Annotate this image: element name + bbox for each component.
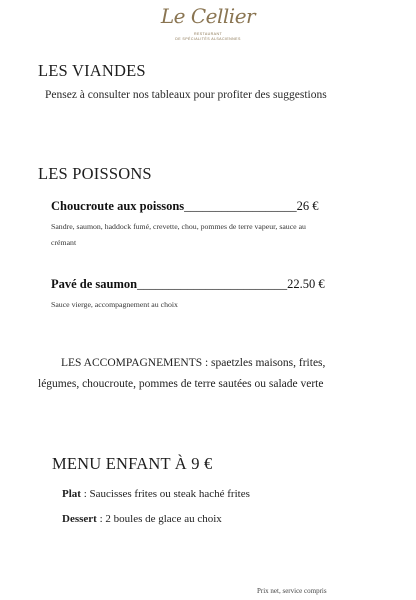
- dish-description: crémant: [51, 238, 77, 247]
- dessert-label: Dessert: [62, 513, 97, 525]
- dish-description: Sandre, saumon, haddock fumé, crevette, chou, pommes de terre vapeur, sauce au: [51, 222, 306, 231]
- dish-row: [51, 199, 319, 214]
- dish-price: 22.50 €: [287, 277, 325, 291]
- footer-note: Prix net, service compris: [257, 587, 327, 595]
- dish-name: Pavé de saumon: [51, 277, 138, 291]
- plat-text: : Saucisses frites ou steak haché frites: [80, 488, 250, 500]
- viandes-note: Pensez à consulter nos tableaux pour profiter des suggestions: [45, 89, 327, 101]
- logo-subtitle-line1: RESTAURANT: [193, 32, 223, 36]
- dish-description: Sauce vierge, accompagnement au choix: [51, 300, 178, 309]
- menu-enfant-title: MENU ENFANT À 9 €: [52, 454, 213, 473]
- dish-price: 26 €: [296, 199, 319, 213]
- logo: Le Cellier: [160, 4, 256, 28]
- accompagnements-line1: LES ACCOMPAGNEMENTS : spaetzles maisons, frites,: [61, 357, 326, 369]
- menu-enfant-plat: [62, 488, 250, 500]
- dish-row: [51, 277, 325, 292]
- dish-leader: ________________________: [137, 277, 288, 291]
- dish-leader: __________________: [184, 199, 297, 213]
- poissons-title: LES POISSONS: [38, 164, 152, 183]
- dessert-text: : 2 boules de glace au choix: [96, 513, 222, 525]
- accompagnements-line2: légumes, choucroute, pommes de terre sautées ou salade verte: [38, 378, 324, 390]
- dish-name: Choucroute aux poissons: [51, 199, 185, 213]
- viandes-title: LES VIANDES: [38, 61, 146, 80]
- plat-label: Plat: [62, 488, 81, 500]
- logo-subtitle-line2: DE SPÉCIALITÉS ALSACIENNES: [175, 37, 241, 41]
- menu-enfant-dessert: [62, 513, 222, 525]
